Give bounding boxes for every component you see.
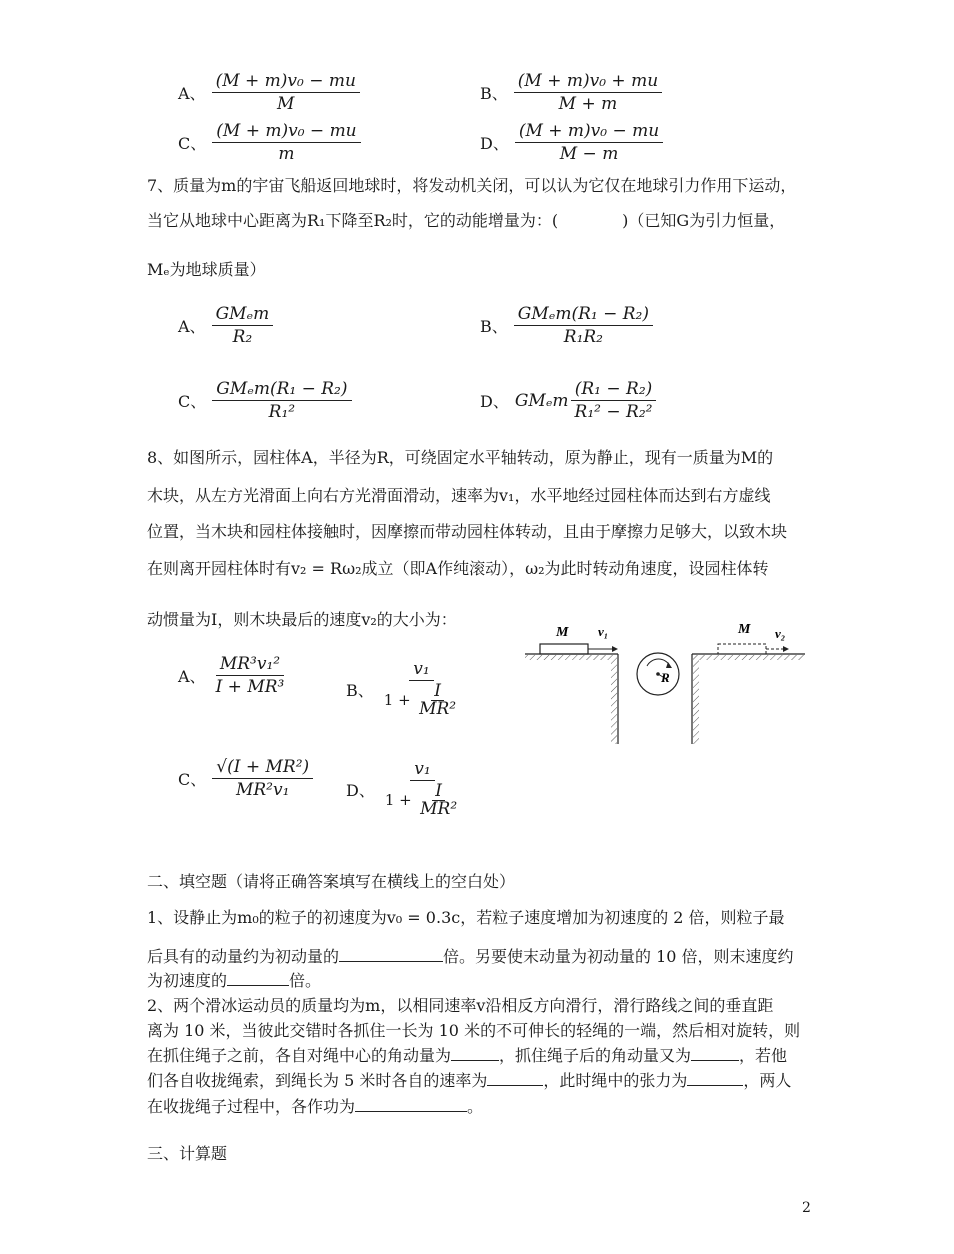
numerator: (M + m)v₀ − mu (515, 122, 663, 143)
q8-line-5: 动惯量为I，则木块最后的速度v₂的大小为： (147, 610, 457, 629)
option-label: A、 (178, 317, 206, 336)
numerator: MR³v₁² (216, 655, 284, 676)
s2-q1-line-1: 1、设静止为m₀的粒子的初速度为v₀ = 0.3c，若粒子速度增加为初速度的 2 倍，则粒子最 (147, 908, 785, 927)
q6-option-d (480, 122, 663, 163)
right-block-dashed (718, 644, 766, 654)
text: 在抓住绳子之前，各自对绳中心的角动量为 (147, 1046, 452, 1065)
section3-title: 三、计算题 (147, 1144, 228, 1163)
answer-blank[interactable] (687, 1071, 743, 1086)
denominator: M (277, 94, 295, 114)
text: ，两人 (743, 1071, 792, 1090)
numerator: (M + m)v₀ − mu (212, 122, 360, 143)
q8-option-b (346, 660, 463, 718)
v2-arrowhead (783, 646, 789, 652)
answer-blank[interactable] (355, 1097, 467, 1112)
left-block-mass-label: M (556, 625, 569, 640)
numerator: v₁ (409, 660, 433, 681)
option-label: C、 (178, 770, 207, 789)
fraction (212, 380, 351, 421)
denominator (381, 781, 464, 818)
left-block (540, 644, 588, 654)
q7-option-d (480, 380, 656, 421)
text: ，抓住绳子后的角动量又为 (499, 1046, 692, 1065)
fraction (212, 122, 360, 163)
q8-option-a (178, 655, 288, 696)
denominator: R₁R₂ (563, 327, 603, 347)
q7-line-1: 7、质量为m的宇宙飞船返回地球时，将发动机关闭，可以认为它仅在地球引力作用下运动， (147, 176, 797, 195)
option-label: D、 (480, 392, 509, 411)
fraction (571, 380, 657, 421)
q7-option-c (178, 380, 352, 421)
text: 倍。 (289, 971, 322, 990)
denominator: R₂ (232, 327, 253, 347)
inner-fraction (416, 683, 459, 718)
text: 。 (467, 1097, 484, 1116)
q6-option-b (480, 72, 662, 113)
inner-fraction (417, 783, 460, 818)
inner-denominator: MR² (420, 799, 458, 819)
text: 在收拢绳子过程中，各作功为 (147, 1097, 356, 1116)
radius-label: R (661, 670, 670, 685)
q7-line-3: Mₑ为地球质量） (147, 260, 266, 279)
fraction (212, 305, 274, 346)
denominator: m (278, 144, 295, 164)
expression-prefix: GMₑm (514, 390, 569, 411)
answer-blank[interactable] (227, 971, 289, 986)
s2-q2-line-4 (147, 1068, 791, 1091)
numerator: GMₑm(R₁ − R₂) (514, 305, 653, 326)
option-label: B、 (480, 84, 508, 103)
v1-arrowhead (612, 646, 618, 652)
q7-option-a (178, 305, 273, 346)
denominator: MR²v₁ (235, 780, 290, 800)
numerator: (R₁ − R₂) (571, 380, 657, 401)
fraction (514, 305, 653, 346)
option-label: B、 (346, 680, 374, 700)
section2-title: 二、填空题（请将正确答案填写在横线上的空白处） (147, 872, 516, 891)
v1-label: v₁ (598, 624, 609, 639)
right-ledge (692, 654, 805, 744)
q8-option-d (346, 760, 464, 818)
v2-label: v₂ (775, 626, 786, 641)
q7-option-b (480, 305, 653, 346)
q7-line-2: 当它从地球中心距离为R₁下降至R₂时，它的动能增量为：( )（已知G为引力恒量， (147, 211, 786, 230)
q8-line-1: 8、如图所示，园柱体A，半径为R，可绕固定水平轴转动，原为静止，现有一质量为M的 (147, 448, 774, 467)
text: 后具有的动量约为初动量的 (147, 947, 340, 966)
s2-q2-line-3 (147, 1043, 787, 1066)
inner-denominator: MR² (419, 699, 457, 719)
denominator-prefix: 1 + (384, 791, 412, 809)
q8-option-c (178, 758, 313, 799)
q6-option-a (178, 72, 360, 113)
right-block-mass-label: M (738, 622, 751, 637)
answer-blank[interactable] (451, 1046, 499, 1061)
fraction (212, 72, 360, 113)
inner-numerator: I (432, 783, 445, 801)
option-label: A、 (178, 667, 206, 686)
s2-q1-line-2 (147, 944, 794, 967)
fraction (380, 660, 463, 718)
s2-q1-line-3 (147, 968, 321, 991)
page-number: 2 (802, 1200, 811, 1216)
left-ledge (525, 654, 618, 744)
option-label: A、 (178, 84, 206, 103)
denominator-prefix: 1 + (383, 691, 411, 709)
s2-q2-line-5 (147, 1094, 483, 1117)
option-label: D、 (346, 780, 375, 800)
numerator: (M + m)v₀ − mu (212, 72, 360, 93)
text: 为初速度的 (147, 971, 228, 990)
q8-line-2: 木块，从左方光滑面上向右方光滑面滑动，速率为v₁，水平地经过园柱体而达到右方虚线 (147, 486, 771, 505)
denominator: M − m (559, 144, 619, 164)
fraction (212, 655, 289, 696)
inner-numerator: I (431, 683, 444, 701)
text: ，此时绳中的张力为 (543, 1071, 688, 1090)
text: 们各自收拢绳索，到绳长为 5 米时各自的速率为 (147, 1071, 488, 1090)
fraction (515, 122, 663, 163)
fraction (212, 758, 313, 799)
numerator: GMₑm (212, 305, 274, 326)
numerator: (M + m)v₀ + mu (514, 72, 662, 93)
numerator: GMₑm(R₁ − R₂) (212, 380, 351, 401)
option-label: C、 (178, 134, 207, 153)
fraction (514, 72, 662, 113)
q8-figure (520, 620, 820, 750)
text: 倍。另要使末动量为初动量的 10 倍，则末速度约 (443, 947, 794, 966)
option-label: B、 (480, 317, 508, 336)
text: ，若他 (739, 1046, 788, 1065)
q6-option-c (178, 122, 361, 163)
denominator: M + m (558, 94, 618, 114)
option-label: D、 (480, 134, 509, 153)
denominator: I + MR³ (215, 677, 285, 697)
answer-blank[interactable] (339, 947, 443, 962)
denominator: R₁² (268, 402, 296, 422)
cylinder (637, 653, 679, 695)
s2-q2-line-2: 离为 10 米，当彼此交错时各抓住一长为 10 米的不可伸长的轻绳的一端，然后相对旋转，则 (147, 1021, 801, 1040)
q8-line-4: 在则离开园柱体时有v₂ = Rω₂成立（即A作纯滚动），ω₂为此时转动角速度，设园柱体转 (147, 559, 769, 578)
q8-line-3: 位置，当木块和园柱体接触时，因摩擦而带动园柱体转动，且由于摩擦力足够大，以致木块 (147, 522, 788, 541)
denominator: R₁² − R₂² (574, 402, 653, 422)
fraction (381, 760, 464, 818)
answer-blank[interactable] (487, 1071, 543, 1086)
denominator (380, 681, 463, 718)
numerator: v₁ (410, 760, 434, 781)
answer-blank[interactable] (691, 1046, 739, 1061)
option-label: C、 (178, 392, 207, 411)
s2-q2-line-1: 2、两个滑冰运动员的质量均为m，以相同速率v沿相反方向滑行，滑行路线之间的垂直距 (147, 996, 774, 1015)
numerator: √(I + MR²) (212, 758, 313, 779)
